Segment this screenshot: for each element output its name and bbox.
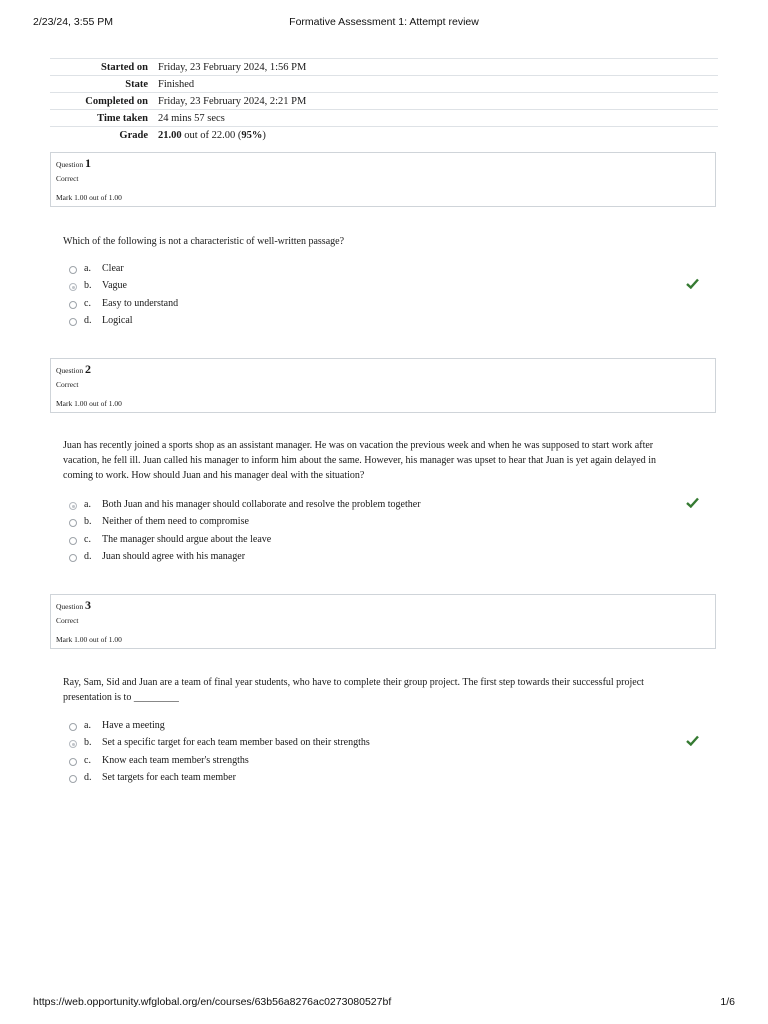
question-info-box: [50, 152, 716, 207]
print-url: https://web.opportunity.wfglobal.org/en/courses/63b56a8276ac0273080527bf: [33, 996, 392, 1008]
question-number: [56, 363, 710, 377]
grade-value: [158, 127, 718, 144]
answer-text: The manager should argue about the leave: [102, 533, 272, 545]
radio-button[interactable]: [69, 775, 77, 783]
radio-button[interactable]: [69, 554, 77, 562]
radio-button[interactable]: [69, 537, 77, 545]
radio-button[interactable]: [69, 266, 77, 274]
answer-letter: d.: [84, 314, 92, 326]
question-text: Ray, Sam, Sid and Juan are a team of final year students, who have to complete their group project. The first step towards their successful project presentation is to _________: [63, 677, 644, 703]
print-title: Formative Assessment 1: Attempt review: [289, 16, 479, 28]
answer-option[interactable]: [69, 755, 709, 772]
question-number-value: 3: [84, 598, 91, 612]
summary-label: Time taken: [50, 110, 158, 127]
answer-list: [69, 720, 709, 789]
answer-text: Easy to understand: [102, 297, 179, 309]
answer-text: Know each team member's strengths: [102, 754, 249, 766]
question-grade: Mark 1.00 out of 1.00: [56, 635, 122, 644]
grade-out-of: out of 22.00 (: [181, 129, 242, 141]
grade-percent: 95%: [241, 129, 263, 141]
answer-text: Logical: [102, 314, 133, 326]
question-grade: Mark 1.00 out of 1.00: [56, 399, 122, 408]
question-state: Correct: [56, 616, 79, 625]
answer-option[interactable]: [69, 298, 709, 315]
answer-letter: c.: [84, 533, 91, 545]
answer-text: Neither of them need to compromise: [102, 516, 249, 528]
answer-list: [69, 499, 709, 568]
answer-option[interactable]: [69, 772, 709, 789]
answer-text: Both Juan and his manager should collaborate and resolve the problem together: [102, 499, 421, 510]
answer-option[interactable]: [69, 516, 709, 533]
radio-button[interactable]: [69, 283, 77, 291]
radio-button[interactable]: [69, 301, 77, 309]
print-footer: [0, 996, 768, 1012]
question-grade: Mark 1.00 out of 1.00: [56, 193, 122, 202]
summary-value: Finished: [158, 76, 718, 93]
question-info-box: [50, 358, 716, 413]
answer-option[interactable]: [69, 720, 709, 737]
answer-text: Set targets for each team member: [102, 771, 236, 783]
question-number: [56, 157, 710, 171]
answer-text: Juan should agree with his manager: [102, 550, 246, 562]
question-text: Juan has recently joined a sports shop as an assistant manager. He was on vacation the previous week and when he was supposed to start work after vacation, he fell ill. Juan called his manager to inform him about the same. However, his manager was upset to hear that Juan is yet again delayed in coming to work. How should Juan and his manager deal with the situation?: [63, 440, 657, 481]
question-text: Which of the following is not a characteristic of well-written passage?: [63, 236, 345, 247]
question-number: [56, 599, 710, 613]
summary-row: [50, 110, 718, 127]
radio-button[interactable]: [69, 758, 77, 766]
question-label: Question: [56, 366, 84, 375]
question-state: Correct: [56, 174, 79, 183]
answer-text: Vague: [102, 280, 127, 292]
check-icon: [686, 735, 699, 746]
summary-label: Completed on: [50, 93, 158, 110]
radio-button[interactable]: [69, 502, 77, 510]
radio-button[interactable]: [69, 519, 77, 527]
summary-value: 24 mins 57 secs: [158, 110, 718, 127]
answer-text: Clear: [102, 263, 124, 274]
check-icon: [686, 278, 699, 289]
summary-value: Friday, 23 February 2024, 1:56 PM: [158, 59, 718, 76]
answer-option[interactable]: [69, 534, 709, 551]
summary-label: State: [50, 76, 158, 93]
answer-letter: c.: [84, 297, 91, 309]
answer-letter: d.: [84, 771, 92, 783]
answer-letter: b.: [84, 280, 92, 292]
summary-row: [50, 59, 718, 76]
summary-label: Started on: [50, 59, 158, 76]
grade-score: 21.00: [158, 129, 182, 141]
answer-letter: b.: [84, 516, 92, 528]
summary-value: Friday, 23 February 2024, 2:21 PM: [158, 93, 718, 110]
question-label: Question: [56, 160, 84, 169]
question-state: Correct: [56, 380, 79, 389]
grade-close: ): [262, 129, 266, 141]
radio-button[interactable]: [69, 740, 77, 748]
question-number-value: 1: [84, 156, 91, 170]
question-number-value: 2: [84, 362, 91, 376]
answer-letter: a.: [84, 263, 91, 274]
answer-option[interactable]: [69, 551, 709, 568]
answer-option[interactable]: [69, 280, 709, 297]
summary-label: Grade: [50, 127, 158, 144]
summary-row: [50, 76, 718, 93]
answer-letter: a.: [84, 720, 91, 731]
summary-row: [50, 93, 718, 110]
check-icon: [686, 497, 699, 508]
answer-option[interactable]: [69, 315, 709, 332]
answer-list: [69, 263, 709, 332]
print-header: [0, 14, 768, 32]
answer-option[interactable]: [69, 737, 709, 754]
summary-row: [50, 127, 718, 144]
print-datetime: 2/23/24, 3:55 PM: [33, 16, 113, 28]
question-label: Question: [56, 602, 84, 611]
page-number: 1/6: [720, 996, 735, 1008]
answer-option[interactable]: [69, 263, 709, 280]
answer-text: Set a specific target for each team member based on their strengths: [102, 737, 370, 749]
answer-text: Have a meeting: [102, 720, 165, 731]
question-info-box: [50, 594, 716, 649]
answer-letter: c.: [84, 754, 91, 766]
radio-button[interactable]: [69, 723, 77, 731]
answer-letter: d.: [84, 550, 92, 562]
radio-button[interactable]: [69, 318, 77, 326]
answer-letter: b.: [84, 737, 92, 749]
attempt-summary-table: [50, 58, 718, 143]
answer-option[interactable]: [69, 499, 709, 516]
answer-letter: a.: [84, 499, 91, 510]
